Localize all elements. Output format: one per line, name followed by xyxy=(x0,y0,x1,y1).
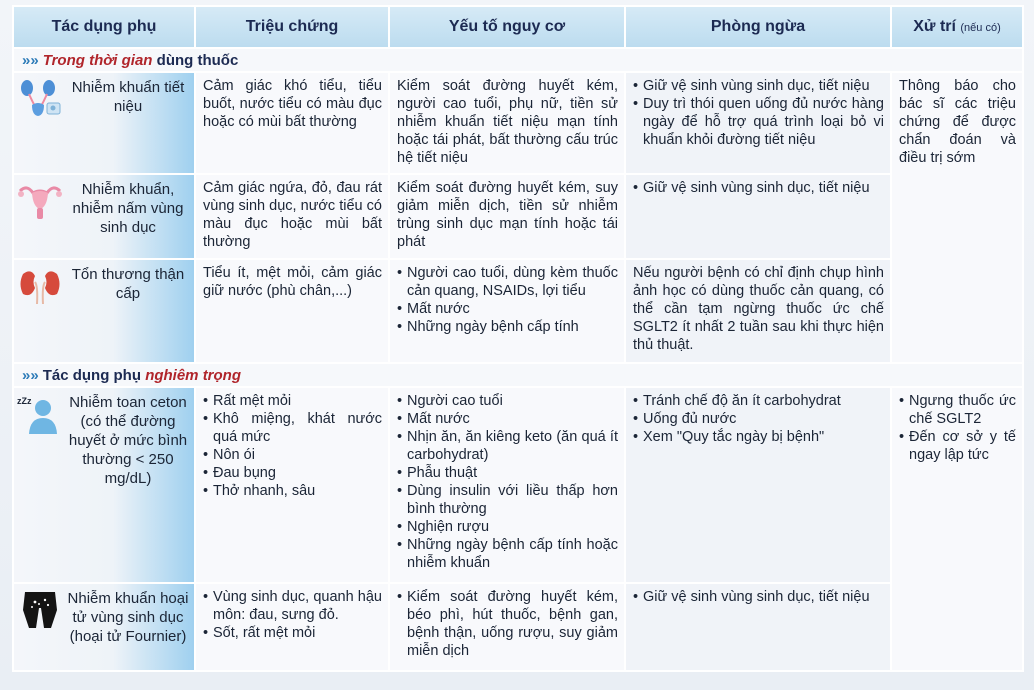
section-during-use xyxy=(13,48,1023,72)
list-item: • Nghiện rượu xyxy=(397,518,618,536)
list-item: • Duy trì thói quen uống đủ nước hàng ngày để hỗ trợ quá trình loại bỏ vi khuẩn khỏi đường tiết niệu xyxy=(633,95,884,149)
table-row xyxy=(13,583,1023,671)
list-item: • Mất nước xyxy=(397,410,618,428)
prevention-cell xyxy=(625,174,891,259)
header-side-effect: Tác dụng phụ xyxy=(13,6,195,48)
table-row xyxy=(13,259,1023,363)
list-item: • Người cao tuổi, dùng kèm thuốc cản quang, NSAIDs, lợi tiểu xyxy=(397,264,618,300)
side-effect-name: Nhiễm khuẩn, nhiễm nấm vùng sinh dục xyxy=(72,181,184,236)
legs-lesion-icon xyxy=(17,590,63,630)
section-title-prefix: Tác dụng phụ xyxy=(42,366,146,384)
side-effect-cell xyxy=(13,583,195,671)
list-item: • Đau bụng xyxy=(203,464,382,482)
list-item: • Ngưng thuốc ức chế SGLT2 xyxy=(899,392,1016,428)
risk-factors-cell xyxy=(389,259,625,363)
section-serious xyxy=(13,363,1023,387)
side-effect-name: Tổn thương thận cấp xyxy=(71,266,185,302)
treatment-cell: Thông báo cho bác sĩ các triệu chứng để được chẩn đoán và điều trị sớm xyxy=(891,72,1023,363)
side-effect-name: Nhiễm khuẩn hoại tử vùng sinh dục (hoại tử Fournier) xyxy=(67,590,189,645)
list-item: • Đến cơ sở y tế ngay lập tức xyxy=(899,428,1016,464)
section-title-italic: nghiêm trọng xyxy=(145,366,242,384)
list-item: • Người cao tuổi xyxy=(397,392,618,410)
uterus-icon xyxy=(17,181,63,221)
header-symptoms: Triệu chứng xyxy=(195,6,389,48)
header-treatment-note: (nếu có) xyxy=(960,22,1001,34)
header-treatment: Xử trí (nếu có) xyxy=(891,6,1023,48)
prevention-cell xyxy=(625,72,891,174)
prevention-cell: Nếu người bệnh có chỉ định chụp hình ảnh học có dùng thuốc cản quang, có thể cần tạm ngừng thuốc ức chế SGLT2 ít nhất 2 tuần sau khi thực hiện thủ thuật. xyxy=(625,259,891,363)
list-item: • Thở nhanh, sâu xyxy=(203,482,382,500)
side-effect-cell xyxy=(13,259,195,363)
prevention-cell xyxy=(625,583,891,671)
list-item: • Giữ vệ sinh vùng sinh dục, tiết niệu xyxy=(633,77,884,95)
list-item: • Khô miệng, khát nước quá mức xyxy=(203,410,382,446)
list-item: • Giữ vệ sinh vùng sinh dục, tiết niệu xyxy=(633,179,884,197)
symptoms-cell xyxy=(195,387,389,583)
list-item: • Dùng insulin với liều thấp hơn bình thường xyxy=(397,482,618,518)
header-row xyxy=(13,6,1023,48)
risk-factors-cell xyxy=(389,387,625,583)
list-item: • Nôn ói xyxy=(203,446,382,464)
list-item: • Xem "Quy tắc ngày bị bệnh" xyxy=(633,428,884,446)
prevention-cell xyxy=(625,387,891,583)
table-row xyxy=(13,174,1023,259)
svg-text:zZz: zZz xyxy=(17,396,32,406)
treatment-cell xyxy=(891,387,1023,671)
list-item: • Tránh chế độ ăn ít carbohydrat xyxy=(633,392,884,410)
risk-factors-cell: Kiểm soát đường huyết kém, suy giảm miễn dịch, tiền sử nhiễm trùng sinh dục mạn tính hoặc tái phát xyxy=(389,174,625,259)
list-item: • Uống đủ nước xyxy=(633,410,884,428)
urinary-tract-icon xyxy=(17,79,63,119)
list-item: • Phẫu thuật xyxy=(397,464,618,482)
section-marker: »» xyxy=(22,51,39,69)
list-item: • Mất nước xyxy=(397,300,618,318)
risk-factors-cell xyxy=(389,583,625,671)
side-effect-cell xyxy=(13,72,195,174)
side-effect-cell xyxy=(13,174,195,259)
header-risk-factors: Yếu tố nguy cơ xyxy=(389,6,625,48)
symptoms-cell: Cảm giác ngứa, đỏ, đau rát vùng sinh dục, nước tiểu có màu đục hoặc mùi bất thường xyxy=(195,174,389,259)
section-title-italic: Trong thời gian xyxy=(42,51,153,69)
symptoms-cell xyxy=(195,583,389,671)
kidney-icon xyxy=(17,266,63,306)
side-effect-name: Nhiễm toan ceton (có thể đường huyết ở mức bình thường < 250 mg/dL) xyxy=(68,394,188,487)
section-marker: »» xyxy=(22,366,39,384)
side-effect-name: Nhiễm khuẩn tiết niệu xyxy=(71,79,185,115)
list-item: • Sốt, rất mệt mỏi xyxy=(203,624,382,642)
risk-factors-cell: Kiểm soát đường huyết kém, người cao tuổi, phụ nữ, tiền sử nhiễm khuẩn tiết niệu mạn tính hoặc tái phát, bất thường cấu trúc hệ tiết niệu xyxy=(389,72,625,174)
symptoms-cell: Cảm giác khó tiểu, tiểu buốt, nước tiểu có màu đục hoặc có mùi bất thường xyxy=(195,72,389,174)
list-item: • Vùng sinh dục, quanh hậu môn: đau, sưng đỏ. xyxy=(203,588,382,624)
table-row xyxy=(13,387,1023,583)
list-item: • Giữ vệ sinh vùng sinh dục, tiết niệu xyxy=(633,588,884,606)
list-item: • Nhịn ăn, ăn kiêng keto (ăn quá ít carbohydrat) xyxy=(397,428,618,464)
table-row xyxy=(13,72,1023,174)
list-item: • Rất mệt mỏi xyxy=(203,392,382,410)
list-item: • Kiểm soát đường huyết kém, béo phì, hút thuốc, bệnh gan, bệnh thận, uống rượu, suy giảm miễn dịch xyxy=(397,588,618,660)
symptoms-cell: Tiểu ít, mệt mỏi, cảm giác giữ nước (phù chân,...) xyxy=(195,259,389,363)
section-title-rest: dùng thuốc xyxy=(152,51,239,69)
sleepy-person-icon xyxy=(17,394,63,434)
header-prevention: Phòng ngừa xyxy=(625,6,891,48)
side-effect-cell xyxy=(13,387,195,583)
list-item: • Những ngày bệnh cấp tính hoặc nhiễm khuẩn xyxy=(397,536,618,572)
list-item: • Những ngày bệnh cấp tính xyxy=(397,318,618,336)
side-effects-table xyxy=(12,5,1024,672)
